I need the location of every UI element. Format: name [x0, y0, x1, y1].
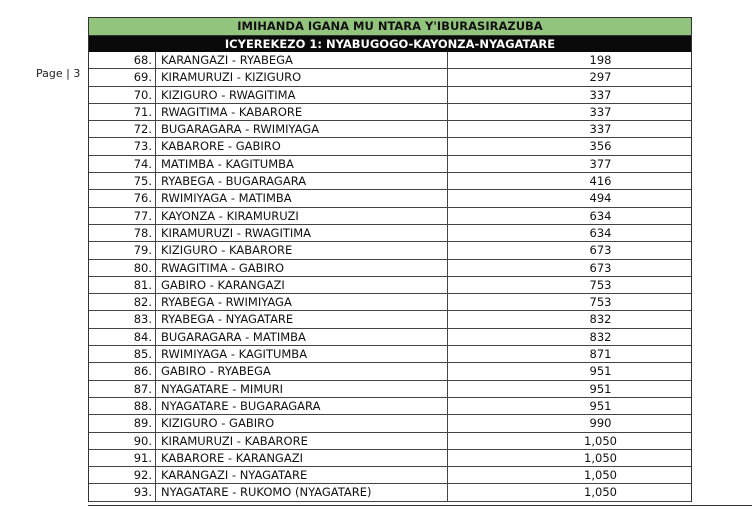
fare-value: 832: [589, 329, 612, 344]
fare-value: 297: [589, 70, 612, 85]
table-row: [89, 484, 691, 501]
table-row: [89, 467, 691, 484]
table-row: [89, 346, 691, 363]
fare-value: 494: [589, 191, 612, 206]
route-name: RWIMIYAGA - MATIMBA: [156, 190, 448, 206]
route-name: KIZIGURO - GABIRO: [156, 415, 448, 431]
route-name: NYAGATARE - MIMURI: [156, 381, 448, 397]
table-row: [89, 398, 691, 415]
table-row: [89, 277, 691, 294]
row-number: 83.: [89, 311, 156, 327]
fare-value: 951: [589, 398, 612, 413]
fare-value: 753: [589, 277, 612, 292]
route-name: BUGARAGARA - MATIMBA: [156, 329, 448, 345]
route-name: RYABEGA - NYAGATARE: [156, 311, 448, 327]
route-name: KIZIGURO - KABARORE: [156, 242, 448, 258]
route-name: KIRAMURUZI - RWAGITIMA: [156, 225, 448, 241]
row-number: 76.: [89, 190, 156, 206]
row-number: 86.: [89, 363, 156, 379]
route-name: NYAGATARE - BUGARAGARA: [156, 398, 448, 414]
route-name: RWIMIYAGA - KAGITUMBA: [156, 346, 448, 362]
table-row: [89, 52, 691, 69]
row-number: 87.: [89, 381, 156, 397]
row-number: 70.: [89, 87, 156, 103]
table-row: [89, 156, 691, 173]
route-name: KIRAMURUZI - KIZIGURO: [156, 69, 448, 85]
table-row: [89, 173, 691, 190]
fare-value: 990: [589, 416, 612, 431]
row-number: 77.: [89, 208, 156, 224]
table-row: [89, 242, 691, 259]
page-divider: [88, 505, 752, 506]
row-number: 71.: [89, 104, 156, 120]
route-name: NYAGATARE - RUKOMO (NYAGATARE): [156, 484, 448, 500]
fare-value: 753: [589, 295, 612, 310]
fare-value: 951: [589, 364, 612, 379]
row-number: 82.: [89, 294, 156, 310]
row-number: 80.: [89, 260, 156, 276]
route-name: KABARORE - GABIRO: [156, 138, 448, 154]
route-name: KABARORE - KARANGAZI: [156, 450, 448, 466]
fare-value: 356: [589, 139, 612, 154]
fare-value: 337: [589, 104, 612, 119]
row-number: 92.: [89, 467, 156, 483]
fare-value: 1,050: [584, 485, 617, 500]
fare-value: 1,050: [584, 450, 617, 465]
table-row: [89, 138, 691, 155]
row-number: 91.: [89, 450, 156, 466]
route-name: RWAGITIMA - KABARORE: [156, 104, 448, 120]
row-number: 90.: [89, 433, 156, 449]
table-row: [89, 329, 691, 346]
row-number: 74.: [89, 156, 156, 172]
row-number: 89.: [89, 415, 156, 431]
table-row: [89, 208, 691, 225]
route-name: KAYONZA - KIRAMURUZI: [156, 208, 448, 224]
fare-value: 673: [589, 243, 612, 258]
table-row: [89, 311, 691, 328]
fare-value: 673: [589, 260, 612, 275]
table-row: [89, 190, 691, 207]
route-name: GABIRO - KARANGAZI: [156, 277, 448, 293]
row-number: 88.: [89, 398, 156, 414]
row-number: 93.: [89, 484, 156, 500]
fare-value: 416: [589, 174, 612, 189]
fare-value: 634: [589, 225, 612, 240]
fare-value: 1,050: [584, 468, 617, 483]
route-name: GABIRO - RYABEGA: [156, 363, 448, 379]
table-row: [89, 87, 691, 104]
route-name: RWAGITIMA - GABIRO: [156, 260, 448, 276]
route-name: MATIMBA - KAGITUMBA: [156, 156, 448, 172]
fare-value: 951: [589, 381, 612, 396]
route-name: KIZIGURO - RWAGITIMA: [156, 87, 448, 103]
fare-value: 634: [589, 208, 612, 223]
page-number-label: Page | 3: [36, 67, 81, 80]
fare-value: 832: [589, 312, 612, 327]
table-body: [89, 52, 691, 502]
row-number: 78.: [89, 225, 156, 241]
fare-table: [88, 17, 692, 502]
table-row: [89, 260, 691, 277]
route-name: BUGARAGARA - RWIMIYAGA: [156, 121, 448, 137]
row-number: 69.: [89, 69, 156, 85]
table-row: [89, 104, 691, 121]
fare-value: 337: [589, 122, 612, 137]
row-number: 68.: [89, 52, 156, 68]
route-name: KIRAMURUZI - KABARORE: [156, 433, 448, 449]
row-number: 81.: [89, 277, 156, 293]
row-number: 75.: [89, 173, 156, 189]
route-name: KARANGAZI - RYABEGA: [156, 52, 448, 68]
table-title: IMIHANDA IGANA MU NTARA Y'IBURASIRAZUBA: [89, 17, 691, 36]
table-row: [89, 381, 691, 398]
table-row: [89, 69, 691, 86]
table-row: [89, 363, 691, 380]
route-name: RYABEGA - RWIMIYAGA: [156, 294, 448, 310]
table-row: [89, 225, 691, 242]
row-number: 84.: [89, 329, 156, 345]
table-row: [89, 415, 691, 432]
fare-value: 1,050: [584, 433, 617, 448]
fare-value: 871: [589, 347, 612, 362]
row-number: 79.: [89, 242, 156, 258]
row-number: 85.: [89, 346, 156, 362]
table-subtitle: ICYEREKEZO 1: NYABUGOGO-KAYONZA-NYAGATARE: [89, 36, 691, 52]
fare-value: 198: [589, 53, 612, 67]
table-row: [89, 450, 691, 467]
fare-value: 337: [589, 87, 612, 102]
table-row: [89, 433, 691, 450]
route-name: RYABEGA - BUGARAGARA: [156, 173, 448, 189]
fare-value: 377: [589, 156, 612, 171]
row-number: 73.: [89, 138, 156, 154]
table-row: [89, 121, 691, 138]
row-number: 72.: [89, 121, 156, 137]
route-name: KARANGAZI - NYAGATARE: [156, 467, 448, 483]
table-row: [89, 294, 691, 311]
